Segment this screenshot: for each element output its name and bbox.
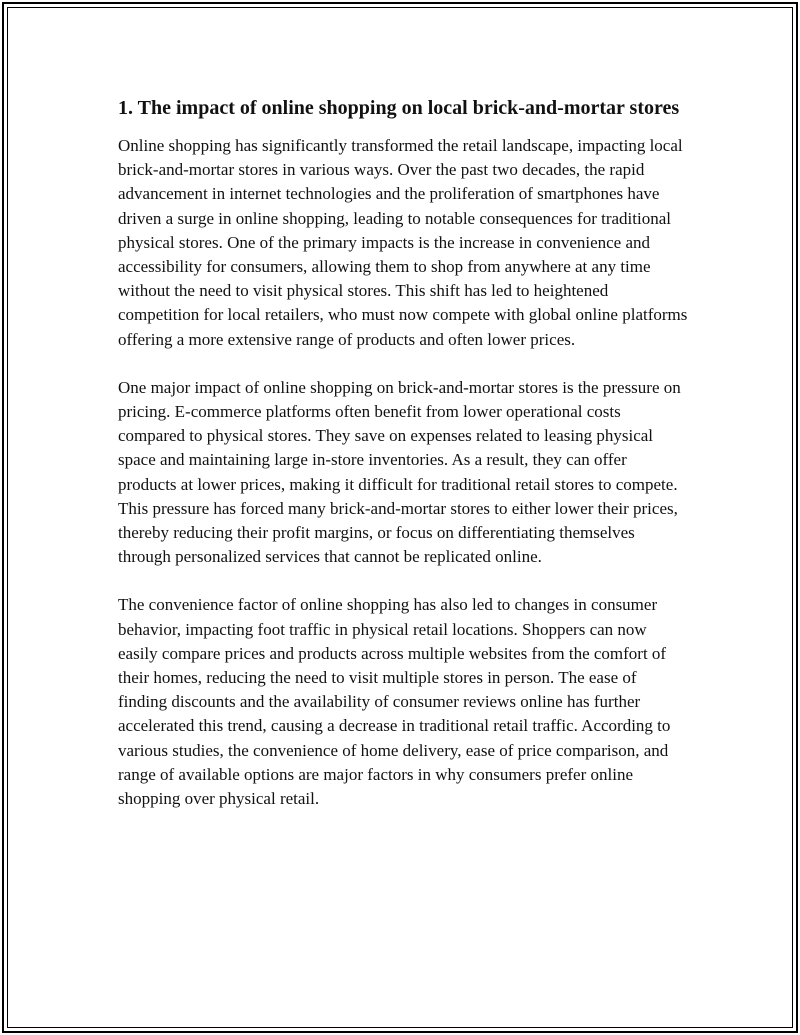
- document-body: [118, 94, 688, 835]
- section-heading: 1. The impact of online shopping on local brick-and-mortar stores: [118, 97, 680, 119]
- paragraph-3: The convenience factor of online shopping has also led to changes in consumer behavior, impacting foot traffic in physical retail locations. Shoppers can now easily compare prices and products across multiple websites from the comfort of their homes, reducing the need to visit multiple stores in person. The ease of finding discounts and the availability of consumer reviews online has further accelerated this trend, causing a decrease in traditional retail traffic. According to various studies, the convenience of home delivery, ease of price comparison, and range of available options are major factors in why consumers prefer online shopping over physical retail.: [118, 595, 671, 809]
- paragraph-2: One major impact of online shopping on brick-and-mortar stores is the pressure on pricing. E-commerce platforms often benefit from lower operational costs compared to physical stores. They save on expenses related to leasing physical space and maintaining large in-store inventories. As a result, they can offer products at lower prices, making it difficult for traditional retail stores to compete. This pressure has forced many brick-and-mortar stores to either lower their prices, thereby reducing their profit margins, or focus on differentiating themselves through personalized services that cannot be replicated online.: [118, 377, 681, 567]
- paragraph-1: Online shopping has significantly transformed the retail landscape, impacting local brick-and-mortar stores in various ways. Over the past two decades, the rapid advancement in internet technologies and the proliferation of smartphones have driven a surge in online shopping, leading to notable consequences for traditional physical stores. One of the primary impacts is the increase in convenience and accessibility for consumers, allowing them to shop from anywhere at any time without the need to visit physical stores. This shift has led to heightened competition for local retailers, who must now compete with global online platforms offering a more extensive range of products and often lower prices.: [118, 136, 688, 349]
